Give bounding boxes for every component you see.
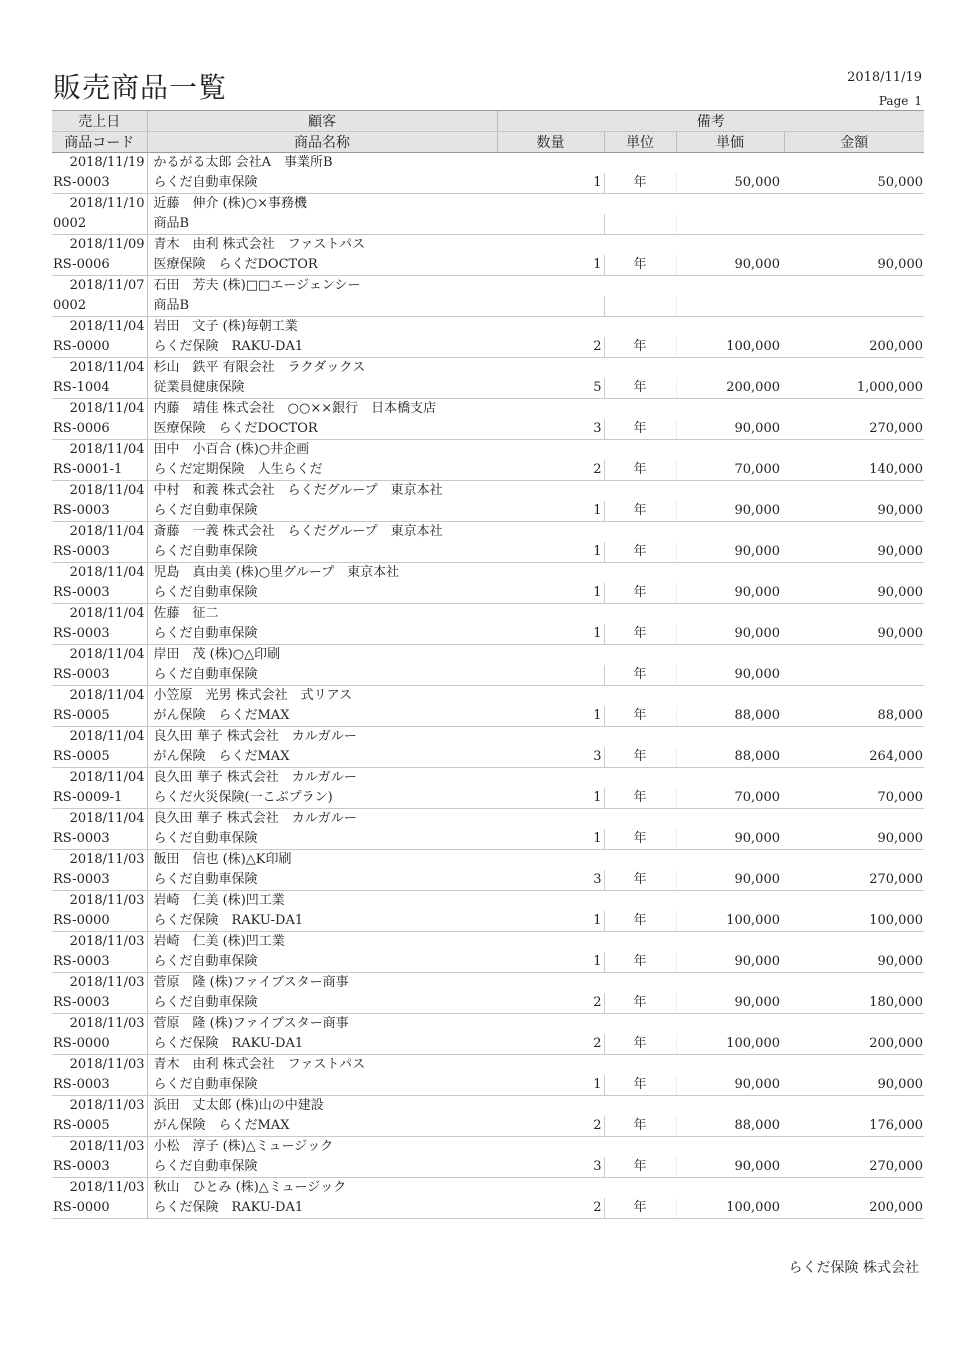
unit: 年	[604, 747, 676, 768]
amount	[784, 296, 924, 317]
customer-row	[52, 563, 924, 584]
amount: 180,000	[784, 993, 924, 1014]
quantity	[497, 296, 604, 317]
unit-price: 100,000	[676, 1198, 784, 1219]
product-code: RS-0009-1	[52, 788, 147, 809]
company-footer: らくだ保険 株式会社	[788, 1260, 919, 1276]
quantity: 3	[497, 870, 604, 891]
amount: 100,000	[784, 911, 924, 932]
product-code: RS-0003	[52, 870, 147, 891]
unit-price: 88,000	[676, 747, 784, 768]
customer-name: 近藤 伸介 (株)○×事務機	[153, 196, 308, 211]
quantity: 1	[497, 829, 604, 850]
quantity: 1	[497, 624, 604, 645]
unit: 年	[604, 952, 676, 973]
quantity: 1	[497, 583, 604, 604]
customer-name: 良久田 華子 株式会社 カルガルー	[153, 770, 357, 785]
unit-price: 200,000	[676, 378, 784, 399]
amount: 200,000	[784, 1198, 924, 1219]
amount: 90,000	[784, 255, 924, 276]
amount: 90,000	[784, 501, 924, 522]
product-row	[52, 1116, 924, 1137]
product-name: らくだ火災保険(一こぶプラン)	[147, 788, 497, 809]
unit: 年	[604, 378, 676, 399]
unit: 年	[604, 173, 676, 194]
customer-row	[52, 891, 924, 912]
product-name: らくだ保険 RAKU-DA1	[147, 337, 497, 358]
product-name: 商品B	[147, 296, 497, 317]
product-name: らくだ自動車保険	[147, 173, 497, 194]
sales-date: 2018/11/03	[52, 1014, 147, 1035]
product-code: 0002	[52, 214, 147, 235]
sales-date: 2018/11/19	[52, 153, 147, 174]
product-code: RS-0000	[52, 1198, 147, 1219]
product-code: RS-0003	[52, 829, 147, 850]
quantity: 2	[497, 337, 604, 358]
product-name: らくだ自動車保険	[147, 993, 497, 1014]
sales-date: 2018/11/03	[52, 1137, 147, 1158]
unit-price: 88,000	[676, 706, 784, 727]
customer-name: 田中 小百合 (株)○井企画	[153, 442, 310, 457]
quantity: 1	[497, 173, 604, 194]
amount: 200,000	[784, 337, 924, 358]
product-code: RS-0003	[52, 501, 147, 522]
amount: 70,000	[784, 788, 924, 809]
unit: 年	[604, 1116, 676, 1137]
product-row	[52, 460, 924, 481]
product-name: らくだ自動車保険	[147, 1157, 497, 1178]
amount	[784, 665, 924, 686]
product-row	[52, 911, 924, 932]
sales-date: 2018/11/03	[52, 850, 147, 871]
sales-date: 2018/11/03	[52, 1178, 147, 1199]
customer-name: 小松 淳子 (株)△ミュージック	[153, 1139, 334, 1154]
customer-row	[52, 1137, 924, 1158]
col-unit-price: 単価	[676, 132, 784, 153]
customer-name: 斎藤 一義 株式会社 らくだグループ 東京本社	[153, 524, 443, 539]
sales-date: 2018/11/04	[52, 358, 147, 379]
product-row	[52, 583, 924, 604]
quantity: 1	[497, 1075, 604, 1096]
unit-price	[676, 296, 784, 317]
quantity: 1	[497, 952, 604, 973]
sales-table	[52, 110, 924, 1219]
amount: 200,000	[784, 1034, 924, 1055]
customer-name: 中村 和義 株式会社 らくだグループ 東京本社	[153, 483, 443, 498]
report-date: 2018/11/19	[847, 70, 922, 85]
customer-row	[52, 358, 924, 379]
product-name: らくだ自動車保険	[147, 542, 497, 563]
product-name: らくだ自動車保険	[147, 583, 497, 604]
product-code: RS-0005	[52, 1116, 147, 1137]
sales-date: 2018/11/10	[52, 194, 147, 215]
sales-date: 2018/11/04	[52, 481, 147, 502]
amount: 88,000	[784, 706, 924, 727]
product-row	[52, 829, 924, 850]
unit: 年	[604, 870, 676, 891]
sales-date: 2018/11/03	[52, 891, 147, 912]
sales-date: 2018/11/03	[52, 973, 147, 994]
product-name: 商品B	[147, 214, 497, 235]
customer-name: 青木 由利 株式会社 ファストパス	[153, 237, 366, 252]
product-row	[52, 501, 924, 522]
customer-row	[52, 1178, 924, 1199]
unit-price: 90,000	[676, 870, 784, 891]
amount	[784, 214, 924, 235]
sales-date: 2018/11/04	[52, 563, 147, 584]
product-name: らくだ自動車保険	[147, 829, 497, 850]
unit-price: 100,000	[676, 337, 784, 358]
amount: 270,000	[784, 1157, 924, 1178]
customer-name: 岩崎 仁美 (株)凹工業	[153, 934, 285, 949]
header-row-1	[52, 111, 924, 132]
product-name: らくだ自動車保険	[147, 501, 497, 522]
customer-row	[52, 317, 924, 338]
sales-date: 2018/11/04	[52, 645, 147, 666]
sales-date: 2018/11/04	[52, 809, 147, 830]
product-code: RS-0003	[52, 624, 147, 645]
product-code: 0002	[52, 296, 147, 317]
header-row-2	[52, 132, 924, 153]
records-body	[52, 153, 924, 1219]
product-row	[52, 1034, 924, 1055]
product-code: RS-0003	[52, 952, 147, 973]
sales-date: 2018/11/04	[52, 727, 147, 748]
product-row	[52, 378, 924, 399]
customer-name: 青木 由利 株式会社 ファストパス	[153, 1057, 366, 1072]
sales-date: 2018/11/03	[52, 1096, 147, 1117]
quantity: 2	[497, 993, 604, 1014]
quantity: 3	[497, 747, 604, 768]
unit-price: 90,000	[676, 993, 784, 1014]
unit: 年	[604, 501, 676, 522]
customer-name: 菅原 隆 (株)ファイブスター商事	[153, 975, 349, 990]
customer-row	[52, 276, 924, 297]
customer-name: 秋山 ひとみ (株)△ミュージック	[153, 1180, 347, 1195]
product-code: RS-0003	[52, 542, 147, 563]
unit-price: 50,000	[676, 173, 784, 194]
quantity: 1	[497, 788, 604, 809]
customer-name: 岩崎 仁美 (株)凹工業	[153, 893, 285, 908]
product-name: らくだ自動車保険	[147, 1075, 497, 1096]
quantity: 3	[497, 1157, 604, 1178]
product-name: 医療保険 らくだDOCTOR	[147, 255, 497, 276]
product-code: RS-1004	[52, 378, 147, 399]
customer-row	[52, 440, 924, 461]
amount: 90,000	[784, 542, 924, 563]
unit	[604, 296, 676, 317]
page-number: 1	[914, 94, 922, 108]
sales-date: 2018/11/03	[52, 932, 147, 953]
sales-date: 2018/11/04	[52, 686, 147, 707]
customer-name: 浜田 丈太郎 (株)山の中建設	[153, 1098, 324, 1113]
product-row	[52, 952, 924, 973]
sales-date: 2018/11/09	[52, 235, 147, 256]
customer-row	[52, 850, 924, 871]
customer-row	[52, 727, 924, 748]
quantity: 3	[497, 419, 604, 440]
amount: 90,000	[784, 624, 924, 645]
unit: 年	[604, 665, 676, 686]
unit: 年	[604, 788, 676, 809]
customer-name: 石田 芳夫 (株)□□エージェンシー	[153, 278, 361, 293]
unit: 年	[604, 624, 676, 645]
quantity: 1	[497, 911, 604, 932]
customer-name: かるがる太郎 会社A 事業所B	[153, 155, 333, 170]
product-name: がん保険 らくだMAX	[147, 747, 497, 768]
quantity: 2	[497, 1198, 604, 1219]
product-code: RS-0003	[52, 1157, 147, 1178]
quantity: 5	[497, 378, 604, 399]
product-name: らくだ自動車保険	[147, 870, 497, 891]
customer-name: 杉山 鉄平 有限会社 ラクダックス	[153, 360, 366, 375]
customer-name: 飯田 信也 (株)△K印刷	[153, 852, 292, 867]
product-name: らくだ保険 RAKU-DA1	[147, 911, 497, 932]
report-title: 販売商品一覧	[53, 71, 228, 104]
product-row	[52, 296, 924, 317]
unit: 年	[604, 993, 676, 1014]
unit	[604, 214, 676, 235]
sales-date: 2018/11/04	[52, 522, 147, 543]
product-row	[52, 788, 924, 809]
unit-price: 90,000	[676, 542, 784, 563]
customer-row	[52, 932, 924, 953]
customer-row	[52, 194, 924, 215]
unit-price: 90,000	[676, 624, 784, 645]
customer-name: 良久田 華子 株式会社 カルガルー	[153, 729, 357, 744]
product-code: RS-0003	[52, 665, 147, 686]
customer-row	[52, 1055, 924, 1076]
product-row	[52, 542, 924, 563]
product-name: らくだ自動車保険	[147, 665, 497, 686]
unit-price: 90,000	[676, 829, 784, 850]
unit-price: 90,000	[676, 583, 784, 604]
unit: 年	[604, 1075, 676, 1096]
customer-row	[52, 481, 924, 502]
unit-price: 100,000	[676, 1034, 784, 1055]
unit: 年	[604, 1198, 676, 1219]
customer-row	[52, 153, 924, 174]
unit-price: 70,000	[676, 788, 784, 809]
unit-price: 90,000	[676, 952, 784, 973]
product-code: RS-0001-1	[52, 460, 147, 481]
product-row	[52, 993, 924, 1014]
unit-price: 90,000	[676, 501, 784, 522]
quantity	[497, 214, 604, 235]
product-row	[52, 419, 924, 440]
amount: 176,000	[784, 1116, 924, 1137]
unit-price: 70,000	[676, 460, 784, 481]
customer-row	[52, 768, 924, 789]
sales-date: 2018/11/04	[52, 399, 147, 420]
customer-row	[52, 235, 924, 256]
product-row	[52, 1157, 924, 1178]
product-row	[52, 214, 924, 235]
product-code: RS-0005	[52, 747, 147, 768]
unit-price: 88,000	[676, 1116, 784, 1137]
quantity: 1	[497, 501, 604, 522]
product-code: RS-0003	[52, 583, 147, 604]
customer-row	[52, 686, 924, 707]
customer-row	[52, 604, 924, 625]
sales-date: 2018/11/04	[52, 604, 147, 625]
col-sales-date: 売上日	[52, 111, 147, 132]
amount: 90,000	[784, 1075, 924, 1096]
customer-row	[52, 1096, 924, 1117]
customer-row	[52, 1014, 924, 1035]
customer-name: 佐藤 征二	[153, 606, 219, 621]
customer-name: 内藤 靖佳 株式会社 ○○××銀行 日本橋支店	[153, 401, 437, 416]
customer-row	[52, 399, 924, 420]
customer-row	[52, 522, 924, 543]
quantity: 1	[497, 542, 604, 563]
customer-name: 岩田 文子 (株)毎朝工業	[153, 319, 298, 334]
col-quantity: 数量	[497, 132, 604, 153]
page-label: Page	[878, 94, 909, 108]
unit-price: 90,000	[676, 1157, 784, 1178]
customer-row	[52, 645, 924, 666]
customer-name: 小笠原 光男 株式会社 式リアス	[153, 688, 353, 703]
product-code: RS-0000	[52, 1034, 147, 1055]
product-name: らくだ自動車保険	[147, 624, 497, 645]
product-row	[52, 337, 924, 358]
product-code: RS-0005	[52, 706, 147, 727]
amount: 140,000	[784, 460, 924, 481]
product-name: がん保険 らくだMAX	[147, 706, 497, 727]
col-product-name: 商品名称	[147, 132, 497, 153]
unit-price: 90,000	[676, 255, 784, 276]
quantity: 2	[497, 1034, 604, 1055]
quantity: 2	[497, 1116, 604, 1137]
amount: 50,000	[784, 173, 924, 194]
product-code: RS-0003	[52, 1075, 147, 1096]
unit-price: 100,000	[676, 911, 784, 932]
col-amount: 金額	[784, 132, 924, 153]
product-name: らくだ自動車保険	[147, 952, 497, 973]
product-name: らくだ保険 RAKU-DA1	[147, 1034, 497, 1055]
product-code: RS-0000	[52, 911, 147, 932]
product-row	[52, 1075, 924, 1096]
product-name: 従業員健康保険	[147, 378, 497, 399]
unit: 年	[604, 583, 676, 604]
unit: 年	[604, 337, 676, 358]
product-code: RS-0003	[52, 993, 147, 1014]
amount: 270,000	[784, 870, 924, 891]
customer-name: 岸田 茂 (株)○△印刷	[153, 647, 281, 662]
unit: 年	[604, 255, 676, 276]
product-name: 医療保険 らくだDOCTOR	[147, 419, 497, 440]
unit: 年	[604, 460, 676, 481]
page-indicator	[873, 94, 922, 108]
quantity: 1	[497, 706, 604, 727]
product-row	[52, 624, 924, 645]
customer-name: 良久田 華子 株式会社 カルガルー	[153, 811, 357, 826]
product-row	[52, 255, 924, 276]
unit: 年	[604, 419, 676, 440]
product-name: がん保険 らくだMAX	[147, 1116, 497, 1137]
product-row	[52, 870, 924, 891]
unit-price: 90,000	[676, 1075, 784, 1096]
col-remarks: 備考	[497, 111, 924, 132]
unit: 年	[604, 706, 676, 727]
customer-name: 児島 真由美 (株)○里グループ 東京本社	[153, 565, 400, 580]
product-code: RS-0003	[52, 173, 147, 194]
product-name: らくだ保険 RAKU-DA1	[147, 1198, 497, 1219]
unit: 年	[604, 829, 676, 850]
product-name: らくだ定期保険 人生らくだ	[147, 460, 497, 481]
product-row	[52, 706, 924, 727]
unit-price	[676, 214, 784, 235]
sales-date: 2018/11/04	[52, 768, 147, 789]
unit-price: 90,000	[676, 419, 784, 440]
sales-date: 2018/11/04	[52, 440, 147, 461]
amount: 270,000	[784, 419, 924, 440]
customer-row	[52, 973, 924, 994]
product-row	[52, 665, 924, 686]
amount: 90,000	[784, 829, 924, 850]
sales-date: 2018/11/03	[52, 1055, 147, 1076]
amount: 1,000,000	[784, 378, 924, 399]
quantity: 2	[497, 460, 604, 481]
unit: 年	[604, 542, 676, 563]
sales-date: 2018/11/07	[52, 276, 147, 297]
amount: 264,000	[784, 747, 924, 768]
customer-row	[52, 809, 924, 830]
unit: 年	[604, 911, 676, 932]
product-row	[52, 1198, 924, 1219]
col-customer: 顧客	[147, 111, 497, 132]
quantity: 1	[497, 255, 604, 276]
product-code: RS-0006	[52, 255, 147, 276]
amount: 90,000	[784, 583, 924, 604]
amount: 90,000	[784, 952, 924, 973]
sales-date: 2018/11/04	[52, 317, 147, 338]
quantity	[497, 665, 604, 686]
customer-name: 菅原 隆 (株)ファイブスター商事	[153, 1016, 349, 1031]
product-row	[52, 747, 924, 768]
unit: 年	[604, 1157, 676, 1178]
product-code: RS-0000	[52, 337, 147, 358]
unit: 年	[604, 1034, 676, 1055]
unit-price: 90,000	[676, 665, 784, 686]
product-code: RS-0006	[52, 419, 147, 440]
product-row	[52, 173, 924, 194]
col-product-code: 商品コード	[52, 132, 147, 153]
col-unit: 単位	[604, 132, 676, 153]
